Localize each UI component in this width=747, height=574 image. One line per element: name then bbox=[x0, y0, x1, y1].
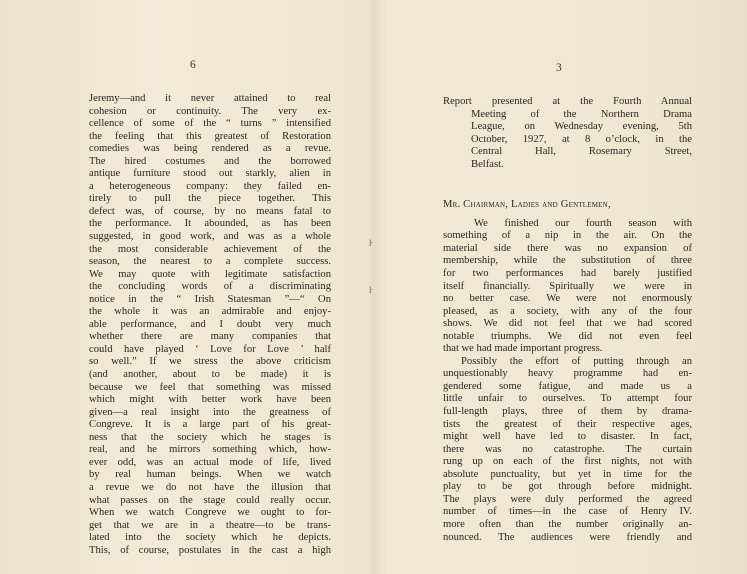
text-line: comedies was being rendered as a revue. bbox=[89, 143, 331, 155]
text-line: full-length plays, three of them by drama- bbox=[443, 406, 692, 418]
text-line: the whole it was an admirable and enjoy- bbox=[89, 306, 331, 318]
text-line: defect was, of course, by no means fatal to bbox=[89, 205, 331, 217]
text-line: October, 1927, at 8 o’clock, in the bbox=[471, 133, 692, 145]
page-number-right: 3 bbox=[556, 62, 562, 74]
text-line: League, on Wednesday evening, 5th bbox=[471, 121, 692, 133]
text-line: able performance, and I doubt very much bbox=[89, 318, 331, 330]
text-line: get that we are in a theatre—to be trans- bbox=[89, 519, 331, 531]
text-line: The hired costumes and the borrowed bbox=[89, 155, 331, 167]
text-line: Report presented at the Fourth Annual bbox=[443, 96, 692, 107]
binding-mark-lower: ŀ bbox=[369, 285, 373, 295]
text-line: might well have led to disaster. In fact, bbox=[443, 431, 692, 443]
text-line: by real human beings. When we watch bbox=[89, 469, 331, 481]
text-line: the feeling that this greatest of Restoration bbox=[89, 130, 331, 142]
text-line: pleased, as a society, with any of the four bbox=[443, 305, 692, 317]
text-line: the concluding words of a discriminating bbox=[89, 281, 331, 293]
page-number-left: 6 bbox=[190, 59, 196, 71]
text-line: tists the greatest of their respective ages, bbox=[443, 418, 692, 430]
text-line: play to be got through before midnight. bbox=[443, 481, 692, 493]
text-line: what passes on the stage could really occur. bbox=[89, 494, 331, 506]
text-line: ever odd, was an actual mode of life, lived bbox=[89, 456, 331, 468]
text-line: We may quote with legitimate satisfaction bbox=[89, 268, 331, 280]
text-line: because we feel that something was missed bbox=[89, 381, 331, 393]
text-line: This, of course, postulates in the cast a high bbox=[89, 544, 331, 556]
text-line: nounced. The audiences were friendly and bbox=[443, 531, 692, 543]
text-line: given—a real insight into the greatness of bbox=[89, 406, 331, 418]
text-line: could have played ‘ Love for Love ’ half bbox=[89, 343, 331, 355]
text-line: Meeting of the Northern Drama bbox=[471, 108, 692, 120]
text-line: gendered some fatigue, and made us a bbox=[443, 380, 692, 392]
left-body-text bbox=[89, 93, 331, 557]
text-line: whether there are many companies that bbox=[89, 331, 331, 343]
text-line: cohesion or continuity. The very ex- bbox=[89, 105, 331, 117]
text-line: more often than the number originally an- bbox=[443, 518, 692, 530]
text-line: season, the nearest to a complete success. bbox=[89, 256, 331, 268]
text-line: The plays were duly performed the agreed bbox=[443, 493, 692, 505]
text-line: a revue we do not have the illusion that bbox=[89, 481, 331, 493]
text-line: something of a nip in the air. On the bbox=[443, 230, 692, 242]
text-line: that we had made important progress. bbox=[443, 343, 603, 355]
text-line: rung up on each of the first nights, not with bbox=[443, 456, 692, 468]
report-heading bbox=[443, 96, 692, 171]
text-line: unquestionably heavy programme had en- bbox=[443, 368, 692, 380]
right-body-text bbox=[443, 96, 692, 544]
right-page bbox=[375, 0, 747, 574]
text-line: notice in the “ Irish Statesman ”—“ On bbox=[89, 293, 331, 305]
text-line: so well.” If we stress the above criticism bbox=[89, 356, 331, 368]
text-line: membership, while the substitution of three bbox=[443, 255, 692, 267]
text-line: there was no catastrophe. The curtain bbox=[443, 443, 692, 455]
text-line: notable triumphs. We did not even feel bbox=[443, 330, 692, 342]
text-line: When we watch Congreve we ought to for- bbox=[89, 507, 331, 519]
text-line: the most considerable achievement of the bbox=[89, 243, 331, 255]
text-line: Belfast. bbox=[471, 158, 504, 170]
text-line: number of times—in the case of Henry IV. bbox=[443, 506, 692, 518]
binding-mark-upper: ŀ bbox=[369, 238, 373, 248]
text-line: no better case. We were not enormously bbox=[443, 293, 692, 305]
text-line: the performance. It abounded, as has been bbox=[89, 218, 331, 230]
text-line: which might with better work have been bbox=[89, 394, 331, 406]
paragraph-2 bbox=[443, 356, 692, 544]
text-line: antique furniture stood out starkly, alien in bbox=[89, 168, 331, 180]
text-line: ness that the society which he stages is bbox=[89, 431, 331, 443]
left-page bbox=[0, 0, 372, 574]
text-line: suggested, in good work, and was as a whole bbox=[89, 231, 331, 243]
text-line: Jeremy—and it never attained to real bbox=[89, 93, 331, 104]
text-line: real, and he mirrors something which, how- bbox=[89, 444, 331, 456]
text-line: shows. We did not feel that we had scored bbox=[443, 318, 692, 330]
text-line: tirely to pull the piece together. This bbox=[89, 193, 331, 205]
text-line: material side there was no expansion of bbox=[443, 242, 692, 254]
text-line: (and another, about to be made) it is bbox=[89, 369, 331, 381]
text-line: for two performances had barely justified bbox=[443, 268, 692, 280]
text-line: cellence of some of the “ turns ” intensified bbox=[89, 118, 331, 130]
text-line: lated into the society which he depicts. bbox=[89, 532, 331, 544]
text-line: We finished our fourth season with bbox=[474, 217, 692, 229]
paragraph-1 bbox=[443, 218, 692, 356]
text-line: absolute punctuality, but yet in time for the bbox=[443, 468, 692, 480]
text-line: itself financially. Spiritually we were in bbox=[443, 280, 692, 292]
text-line: Possibly the effort of putting through an bbox=[461, 355, 692, 367]
text-line: Central Hall, Rosemary Street, bbox=[471, 146, 692, 158]
salutation: Mr. Chairman, Ladies and Gentlemen, bbox=[443, 199, 611, 211]
text-line: Congreve. It is a large part of his great- bbox=[89, 419, 331, 431]
text-line: little unfair to ourselves. To attempt four bbox=[443, 393, 692, 405]
text-line: a heterogeneous company: they failed en- bbox=[89, 180, 331, 192]
